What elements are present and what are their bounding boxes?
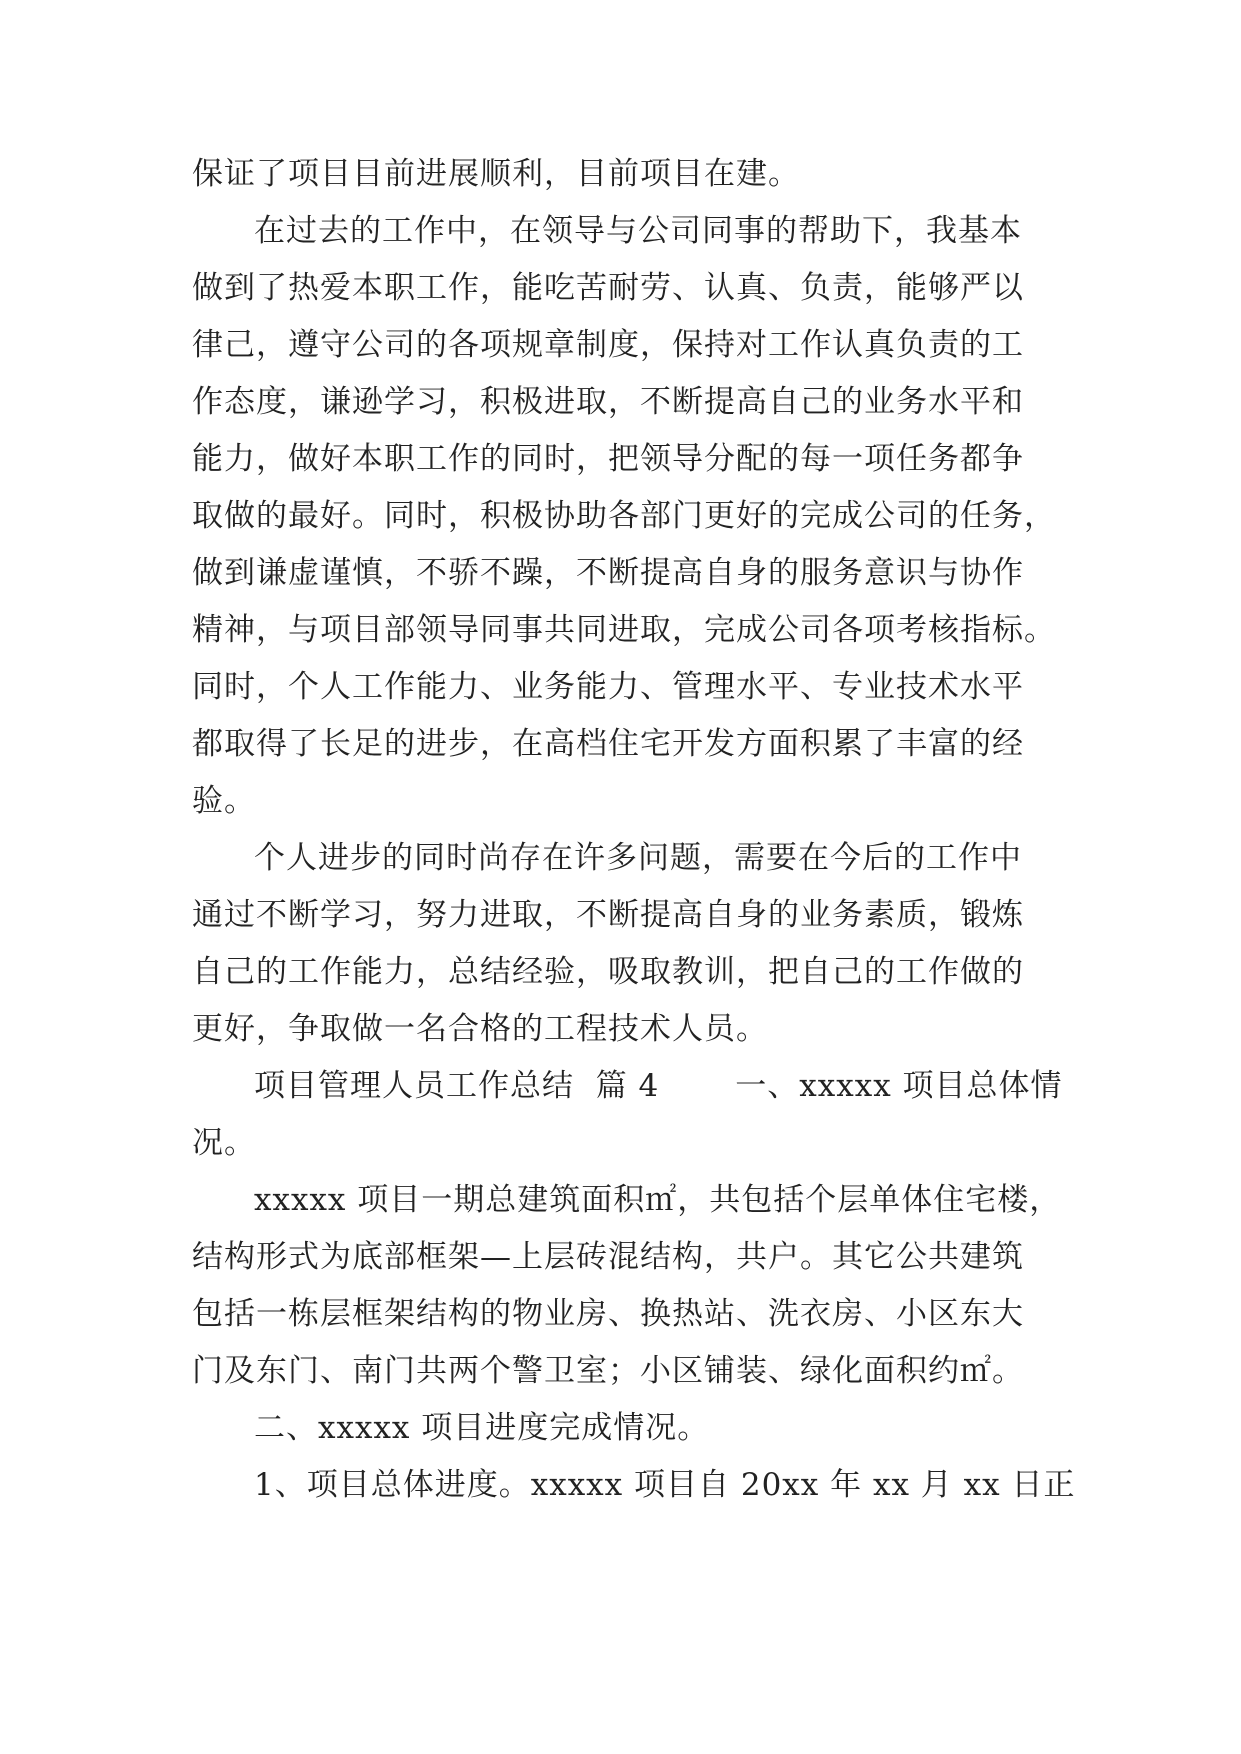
text-line: 精神，与项目部领导同事共同进取，完成公司各项考核指标。 (192, 612, 1056, 648)
text-line: 都取得了长足的进步，在高档住宅开发方面积累了丰富的经 (192, 726, 1024, 762)
text-line: 做到谦虚谨慎，不骄不躁，不断提高自身的服务意识与协作 (192, 555, 1024, 591)
text-line: 做到了热爱本职工作，能吃苦耐劳、认真、负责，能够严以 (192, 270, 1024, 306)
text-line: 1、项目总体进度。xxxxx 项目自 20xx 年 xx 月 xx 日正 (254, 1467, 1076, 1503)
text-line: 二、xxxxx 项目进度完成情况。 (254, 1410, 710, 1446)
text-line: 结构形式为底部框架—上层砖混结构，共户。其它公共建筑 (192, 1239, 1024, 1275)
text-line: 能力，做好本职工作的同时，把领导分配的每一项任务都争 (192, 441, 1024, 477)
text-line: 况。 (192, 1125, 256, 1161)
text-line: 包括一栋层框架结构的物业房、换热站、洗衣房、小区东大 (192, 1296, 1024, 1332)
text-line: 律己，遵守公司的各项规章制度，保持对工作认真负责的工 (192, 327, 1024, 363)
text-line: 个人进步的同时尚存在许多问题，需要在今后的工作中 (254, 840, 1022, 876)
text-line: 项目管理人员工作总结 篇 4 一、xxxxx 项目总体情 (254, 1068, 1063, 1104)
text-line: 更好，争取做一名合格的工程技术人员。 (192, 1011, 768, 1047)
text-line: 自己的工作能力，总结经验，吸取教训，把自己的工作做的 (192, 954, 1024, 990)
text-line: xxxxx 项目一期总建筑面积㎡，共包括个层单体住宅楼， (254, 1182, 1062, 1218)
text-line: 取做的最好。同时，积极协助各部门更好的完成公司的任务， (192, 498, 1056, 534)
text-line: 验。 (192, 783, 256, 819)
text-line: 在过去的工作中，在领导与公司同事的帮助下，我基本 (254, 213, 1022, 249)
text-line: 通过不断学习，努力进取，不断提高自身的业务素质，锻炼 (192, 897, 1024, 933)
text-line: 作态度，谦逊学习，积极进取，不断提高自己的业务水平和 (192, 384, 1024, 420)
text-line: 同时，个人工作能力、业务能力、管理水平、专业技术水平 (192, 669, 1024, 705)
text-line: 保证了项目目前进展顺利，目前项目在建。 (192, 156, 800, 192)
text-line: 门及东门、南门共两个警卫室；小区铺装、绿化面积约㎡。 (192, 1353, 1024, 1389)
